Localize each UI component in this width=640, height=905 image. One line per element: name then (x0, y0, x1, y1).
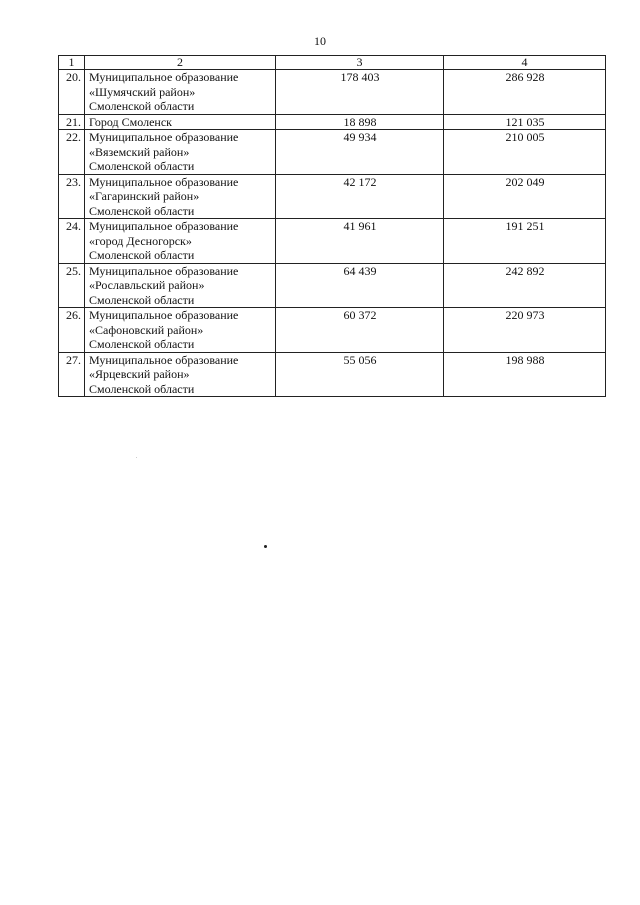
column-3-value: 55 056 (276, 352, 444, 397)
municipality-name: Муниципальное образование «Гагаринский район» Смоленской области (85, 174, 276, 219)
table-row (59, 263, 606, 308)
row-number: 25. (59, 263, 85, 308)
column-3-value: 178 403 (276, 70, 444, 115)
column-3-value: 60 372 (276, 308, 444, 353)
municipality-name: Муниципальное образование «Шумячский район» Смоленской области (85, 70, 276, 115)
municipality-name: Муниципальное образование «Сафоновский район» Смоленской области (85, 308, 276, 353)
row-number: 24. (59, 219, 85, 264)
table-row (59, 174, 606, 219)
table-row (59, 70, 606, 115)
column-4-value: 220 973 (444, 308, 606, 353)
column-3-value: 64 439 (276, 263, 444, 308)
table-row (59, 308, 606, 353)
table-row (59, 219, 606, 264)
data-table (58, 55, 606, 397)
row-number: 22. (59, 130, 85, 175)
column-4-value: 202 049 (444, 174, 606, 219)
column-4-value: 210 005 (444, 130, 606, 175)
row-number: 21. (59, 114, 85, 130)
municipality-name: Город Смоленск (85, 114, 276, 130)
column-4-value: 198 988 (444, 352, 606, 397)
municipality-name: Муниципальное образование «Ярцевский район» Смоленской области (85, 352, 276, 397)
table-header-row (59, 56, 606, 70)
scan-speck (264, 545, 267, 548)
column-header-1: 1 (59, 56, 85, 70)
column-4-value: 121 035 (444, 114, 606, 130)
row-number: 20. (59, 70, 85, 115)
municipality-name: Муниципальное образование «город Десногорск» Смоленской области (85, 219, 276, 264)
column-header-3: 3 (276, 56, 444, 70)
table-row (59, 114, 606, 130)
municipality-name: Муниципальное образование «Рославльский район» Смоленской области (85, 263, 276, 308)
row-number: 26. (59, 308, 85, 353)
row-number: 23. (59, 174, 85, 219)
table-row (59, 130, 606, 175)
column-3-value: 41 961 (276, 219, 444, 264)
municipality-name: Муниципальное образование «Вяземский район» Смоленской области (85, 130, 276, 175)
row-number: 27. (59, 352, 85, 397)
column-4-value: 191 251 (444, 219, 606, 264)
column-3-value: 18 898 (276, 114, 444, 130)
column-header-2: 2 (85, 56, 276, 70)
column-4-value: 242 892 (444, 263, 606, 308)
page-number: 10 (314, 34, 326, 48)
column-3-value: 42 172 (276, 174, 444, 219)
table-row (59, 352, 606, 397)
scan-speck (136, 457, 137, 458)
column-4-value: 286 928 (444, 70, 606, 115)
column-header-4: 4 (444, 56, 606, 70)
column-3-value: 49 934 (276, 130, 444, 175)
